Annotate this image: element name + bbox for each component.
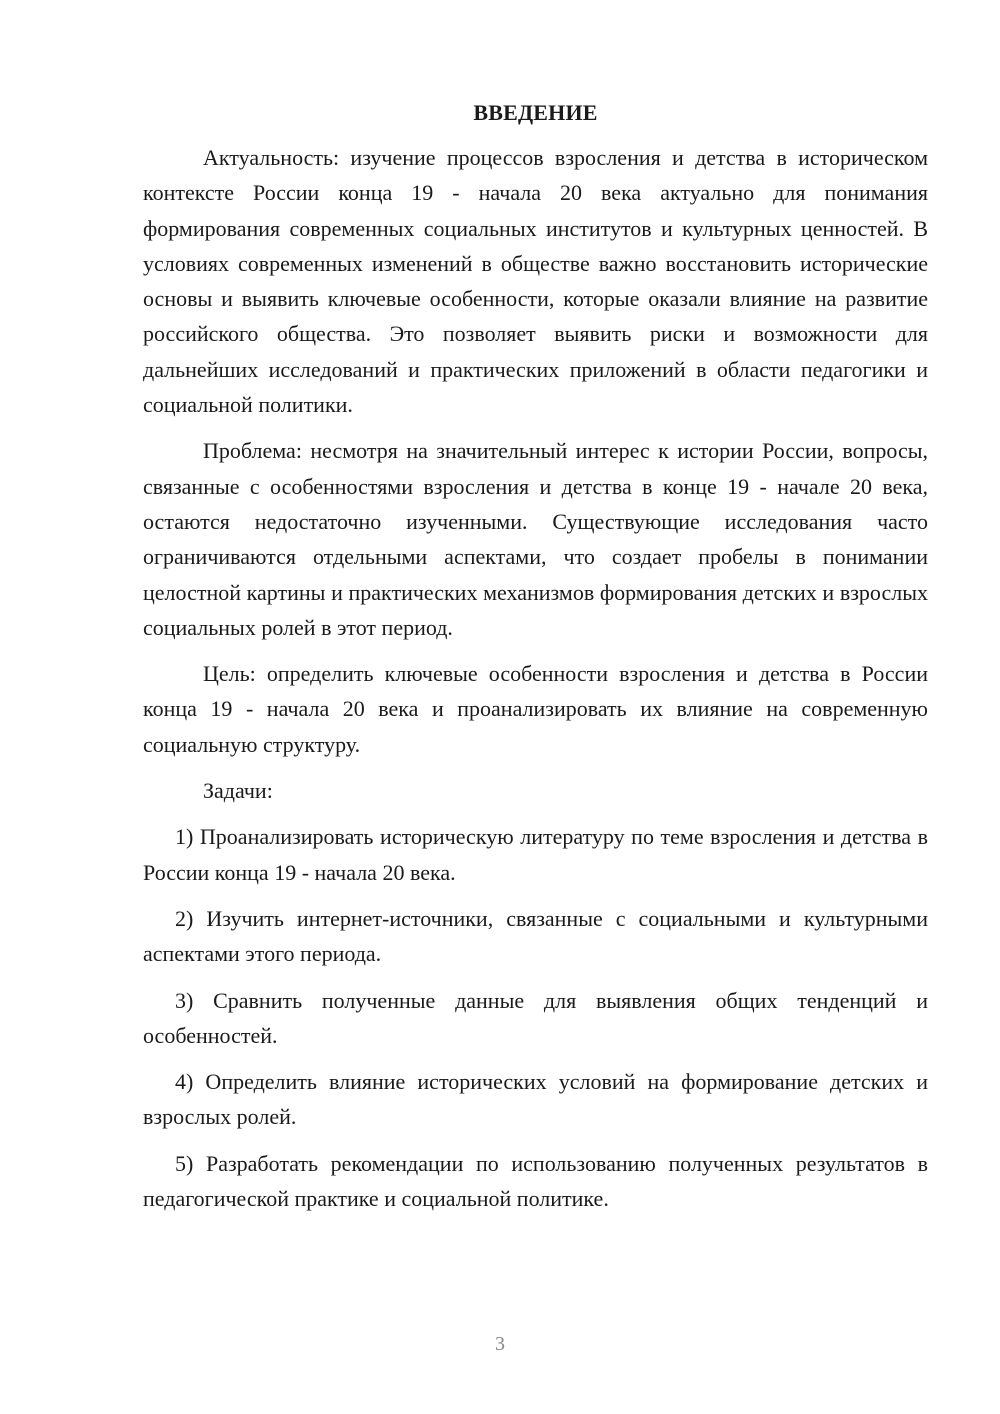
task-item-4: 4) Определить влияние исторических условий на формирование детских и взрослых ролей. <box>143 1069 928 1130</box>
paragraph-problem: Проблема: несмотря на значительный интерес к истории России, вопросы, связанные с особенностями взросления и детства в конце 19 - начале 20 века, остаются недостаточно изученными. Существующие исследования часто ограничиваются отдельными аспектами, что создает пробелы в понимании целостной картины и практических механизмов формирования детских и взрослых социальных ролей в этот период. <box>143 438 928 640</box>
paragraph-goal: Цель: определить ключевые особенности взросления и детства в России конца 19 - начала 20 века и проанализировать их влияние на современную социальную структуру. <box>143 661 928 757</box>
task-item-1: 1) Проанализировать историческую литературу по теме взросления и детства в России конца 19 - начала 20 века. <box>143 824 928 885</box>
paragraph-relevance: Актуальность: изучение процессов взросления и детства в историческом контексте России конца 19 - начала 20 века актуально для понимания формирования современных социальных институтов и культурных ценностей. В условиях современных изменений в обществе важно восстановить исторические основы и выявить ключевые особенности, которые оказали влияние на развитие российского общества. Это позволяет выявить риски и возможности для дальнейших исследований и практических приложений в области педагогики и социальной политики. <box>143 145 928 418</box>
task-item-5: 5) Разработать рекомендации по использованию полученных результатов в педагогической практике и социальной политике. <box>143 1150 928 1212</box>
task-item-3: 3) Сравнить полученные данные для выявления общих тенденций и особенностей. <box>143 987 928 1048</box>
tasks-heading: Задачи: <box>203 778 273 804</box>
page-number: 3 <box>495 1333 505 1355</box>
page-content <box>143 95 928 1227</box>
page-title: ВВЕДЕНИЕ <box>473 100 598 125</box>
task-item-2: 2) Изучить интернет-источники, связанные с социальными и культурными аспектами этого периода. <box>143 905 928 967</box>
